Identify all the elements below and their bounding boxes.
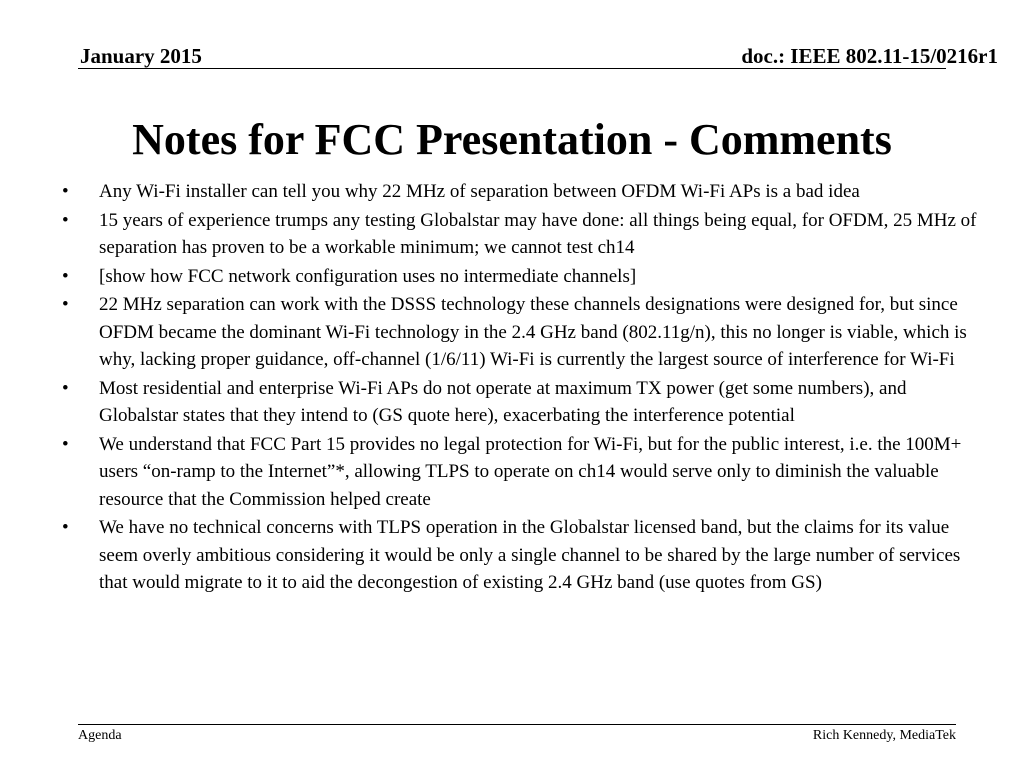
list-item — [62, 514, 982, 597]
header-divider — [78, 68, 946, 69]
bullet-list — [62, 178, 982, 598]
list-item — [62, 263, 982, 291]
list-item — [62, 375, 982, 430]
header-date: January 2015 — [80, 44, 202, 68]
footer-author: Rich Kennedy, MediaTek — [812, 728, 956, 743]
header-doc-number: doc.: IEEE 802.11-15/0216r1 — [741, 44, 998, 68]
footer-divider — [78, 724, 956, 725]
bullet-text: Any Wi-Fi installer can tell you why 22 MHz of separation between OFDM Wi-Fi APs is a bad idea — [99, 181, 860, 202]
bullet-icon: • — [62, 181, 69, 202]
bullet-text: [show how FCC network configuration uses no intermediate channels] — [99, 265, 637, 287]
bullet-icon: • — [62, 265, 69, 287]
slide-title: Notes for FCC Presentation - Comments — [132, 115, 892, 164]
list-item — [62, 207, 982, 262]
list-item — [62, 431, 982, 514]
bullet-icon: • — [62, 517, 69, 538]
bullet-text: 15 years of experience trumps any testing Globalstar may have done: all things being equal, for OFDM, 25 MHz of separation has proven to be a workable minimum; we cannot test ch14 — [99, 209, 977, 258]
bullet-icon: • — [62, 209, 69, 231]
bullet-icon: • — [62, 294, 69, 315]
bullet-icon: • — [62, 433, 69, 455]
list-item — [62, 291, 982, 374]
bullet-text: Most residential and enterprise Wi-Fi APs do not operate at maximum TX power (get some numbers), and Globalstar states that they intend to (GS quote here), exacerbating the interference potential — [99, 377, 907, 426]
bullet-text: 22 MHz separation can work with the DSSS technology these channels designations were designed for, but since OFDM became the dominant Wi-Fi technology in the 2.4 GHz band (802.11g/n), this no longer is viable, which is why, lacking proper guidance, off-channel (1/6/11) Wi-Fi is currently the largest source of interference for Wi-Fi — [99, 294, 967, 370]
list-item — [62, 178, 982, 206]
footer-left: Agenda — [78, 728, 122, 743]
bullet-icon: • — [62, 377, 69, 399]
bullet-text: We understand that FCC Part 15 provides no legal protection for Wi-Fi, but for the public interest, i.e. the 100M+ users “on-ramp to the Internet”*, allowing TLPS to operate on ch14 would serve only to diminish the valuable resource that the Commission helped create — [99, 433, 962, 510]
bullet-text: We have no technical concerns with TLPS operation in the Globalstar licensed band, but the claims for its value seem overly ambitious considering it would be only a single channel to be shared by the large number of services that would migrate to it to aid the decongestion of existing 2.4 GHz band (use quotes from GS) — [99, 517, 961, 593]
